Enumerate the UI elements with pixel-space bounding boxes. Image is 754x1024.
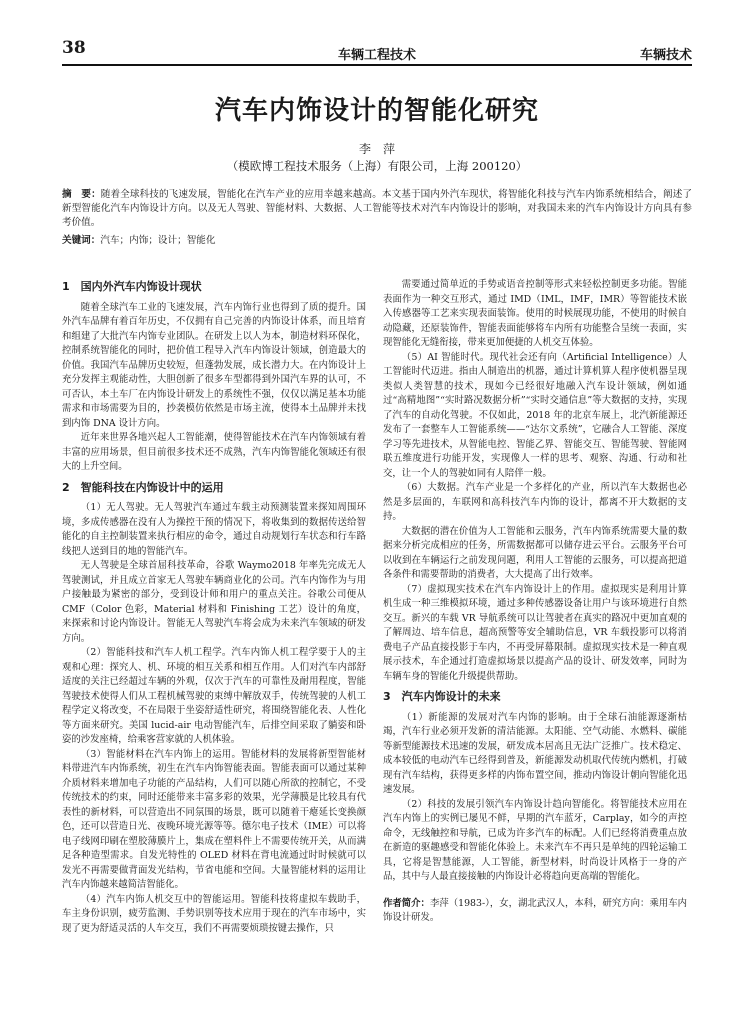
- paragraph: （3）智能材料在汽车内饰上的运用。智能材料的发展将新型智能材料带进汽车内饰系统，初生在汽车内饰智能表面。智能表面可以通过某种介质材料来增加电子功能的产品结构，人们可以随心所欲的控制它，不受传统技术的约束，同时还能带来丰富多彩的效果，光学薄膜是比较具有代表性的新材料，可以营造出不同氛围的场景，既可以随着干瘪延长变换颜色，还可以营造日光、夜晚环境光源等等。德尔电子技术（IME）可以将电子线网印刷在塑胶薄膜片上，集成在塑料件上不需要传统开关，从而满足各种造型需求。自发光特性的 OLED 材料在背电流通过时时候就可以发光不再需要做背面发光结构，节省电能和空间。大量智能材料的运用让汽车内饰越来越简洁智能化。: [62, 748, 366, 890]
- paragraph: 无人驾驶是全球首屈科技革命，谷歌 Waymo2018 年率先完成无人驾驶测试，并且成立首家无人驾驶车辆商业化的公司。汽车内饰作为与用户接触最为紧密的部分，受到设计师和用户的重点关注。谷歌公司便从 CMF（Color 色彩，Material 材料和 Finishing 工艺）设计的角度，来探索和讨论内饰设计。智能无人驾驶汽车将会成为未来汽车领域的研发方向。: [62, 560, 366, 644]
- author-note: [383, 897, 687, 926]
- header-rule: [62, 64, 692, 66]
- abstract-text: 随着全球科技的飞速发展，智能化在汽车产业的应用幸越来越高。本文基于国内外汽车现状，将智能化科技与汽车内饰系统相结合，阐述了新型智能化汽车内饰设计方向。以及无人驾驶、智能材料、大数据、人工智能等技术对汽车内饰设计的影响，对我国未来的汽车内饰设计方向具有参考价值。: [62, 189, 693, 228]
- right-column: [383, 278, 687, 926]
- journal-name: 车辆工程技术: [337, 48, 416, 63]
- paragraph: （2）科技的发展引领汽车内饰设计趋向智能化。将智能技术应用在汽车内饰上的实例已屡见不鲜，早期的汽车蓝牙，Carplay，如今的声控命令，无线触控和导航，已成为许多汽车的标配。人们已经将消费重点放在新造的驱趣感受和智能化体验上。未来汽车不再只是单纯的四轮运输工具，它将是智慧能源，人工智能，新型材料，时尚设计风格于一身的产品，其中与人最直接接触的内饰设计必将趋向更高端的智能化。: [383, 798, 687, 882]
- section-name: 车辆技术: [639, 48, 692, 63]
- keywords-text: 汽车；内饰；设计；智能化: [100, 235, 216, 246]
- paragraph: （2）智能科技和汽车人机工程学。汽车内饰人机工程学要于人的主观和心理：探究人、机、环境的相互关系和相互作用。人们对汽车内部舒适度的关注已经超过车辆的外观，仅次于汽车的可靠性及耐用程度，智能驾驶技术使得人们从工程机械驾驶的束缚中解放双手，传统驾驶的人机工程学定义将改变，不在局限于坐姿舒适性研究，将围绕智能化表、人性化等方面来研究。美国 lucid-air 电动智能汽车，后排空间采取了躺姿和卧姿的沙发座椅，给乘客营家就的人机体验。: [62, 647, 366, 745]
- section-heading-1: 1 国内外汽车内饰设计现状: [62, 280, 202, 293]
- paragraph: （1）新能源的发展对汽车内饰的影响。由于全球石油能源逐渐枯竭，汽车行业必须开发新的清洁能源。太阳能、空气动能、水燃料、碳能等新型能源技术迅速的发展，研发成本居高且无法广泛推广。技术稳定、成本较低的电动汽车已经得到普及，新能源发动机取代传统内燃机，打破现有汽车结构，获得更多样的内饰布置空间，推动内饰设计朝向智能化迅速发展。: [383, 711, 687, 795]
- left-column: [62, 280, 366, 936]
- abstract: [62, 188, 692, 230]
- paragraph: （6）大数据。汽车产业是一个多样化的产业，所以汽车大数据也必然是多层面的，车联网和高科技汽车内饰的设计，都离不开大数据的支持。: [383, 482, 687, 522]
- article-title: 汽车内饰设计的智能化研究: [214, 96, 539, 126]
- paragraph: 需要通过简单近的手势或语音控制等形式来轻松控制更多功能。智能表面作为一种交互形式，通过 IMD（IML，IMF，IMR）等智能技术嵌入传感器等工艺来实现表面装饰。使用的时候展现功能，不使用的时候自动隐藏，还原装饰件，智能表面能够将车内所有功能整合呈统一表面，实现智能化无缝衔接，带来更加便捷的人机交互体验。: [383, 279, 687, 348]
- paragraph: （7）虚拟现实技术在汽车内饰设计上的作用。虚拟现实是利用计算机生成一种三维模拟环境，通过多种传感器设备让用户与该环境进行自然交互。新兴的车载 VR 导航系统可以让驾驶者在真实的路况中更加直观的了解周边、培车信息，超高预警等安全辅助信息，VR 车载投影可以将消费电子产品直接投影于车内，不再受屏幕限制。虚拟现实技术是一种直观展示技术，车企通过打造虚拟场景以提高产品的设计、研发效率，同时为车辆车身的智能化升级提供帮助。: [383, 583, 687, 682]
- paragraph: 随着全球汽车工业的飞速发展，汽车内饰行业也得到了质的提升。国外汽车品牌有着百年历史，不仅拥有自己完善的内饰设计体系，而且培育和组建了大批汽车内饰专业团队。在研发上以人为本，制造材料环保化，控制系统智能化的同时，把价值工程导入汽车内饰设计领域，创造最大的价值。我国汽车品牌历史较短，但蓬勃发展，成长潜力大。在内饰设计上充分发挥主观能动性，大胆创新了很多车型都得到外国汽车界的认可，不可否认，本土车厂在内饰设计研发上的系统性不强，仅仅以满足基本功能需求和市场需要为目的，抄袭模仿依然是市场主流，使得本土品牌并未找到内饰 DNA 设计方向。: [62, 301, 366, 429]
- page-number: 38: [62, 38, 86, 58]
- author-note-text: 李萍（1983-），女，湖北武汉人，本科，研究方向：乘用车内饰设计研发。: [383, 897, 687, 923]
- keywords: [62, 234, 692, 248]
- paragraph: （4）汽车内饰人机交互中的智能运用。智能科技将虚拟车载助手，车主身份识别，疲劳监测、手势识别等技术应用于现在的汽车市场中，实现了更为舒适灵活的人车交互，我们不再需要烦琐按键去操作，只: [62, 893, 366, 934]
- section-heading-2: 2 智能科技在内饰设计中的运用: [62, 480, 224, 494]
- paragraph: 大数据的潜在价值为人工智能和云服务，汽车内饰系统需要大量的数据来分析完成相应的任务，所需数据都可以储存进云平台。云服务平台可以收到在车辆运行之前发现问题，利用人工智能的云服务，可以提高把道各条件和需要帮助的消费者，大大提高了出行效率。: [383, 525, 687, 580]
- keywords-label: 关键词：: [62, 235, 101, 246]
- paragraph: （5）AI 智能时代。现代社会还有向（Artificial Intelligence）人工智能时代迈进。指由人制造出的机器，通过计算机算人程序使机器呈现类似人类智慧的技术，现如今已经很好地融入汽车设计领域，例如通过“高精地图”“实时路况数据分析”“实时交通信息”等大数据的支持，实现了汽车的自动化驾驶。不仅如此，2018 年的北京车展上，北汽新能源还发布了一套整车人工智能系统——“达尔文系统”，它融合人工智能、深度学习等先进技术，从智能电控、智能乙界、智能交互、智能驾驶、智能网联五维度进行功能开发，实现像人一样的思考、观察、沟通、行动和社交，让一个人的驾驶如同有人陪伴一般。: [383, 351, 687, 479]
- page-header: [34, 36, 720, 62]
- article-author: 李 萍: [358, 142, 395, 156]
- section-heading-3: 3 汽车内饰设计的未来: [383, 690, 501, 703]
- paragraph: （1）无人驾驶。无人驾驶汽车通过车载主动预测装置来探知周围环境，多成传感器在没有人为操控干预的情况下，将收集到的数据传送给智能化的自主控制装置来执行相应的命令，通过自动规划行车状态和行车路线把人送到目的地的智能汽车。: [62, 502, 366, 557]
- paragraph: 近年来世界各地兴起人工智能潮，使得智能技术在汽车内饰领域有着丰富的应用场景，但目前很多技术还不成熟，汽车内饰智能化领域还有很大的上升空间。: [62, 432, 366, 472]
- author-affiliation: （模欧博工程技术服务（上海）有限公司，上海 200120）: [226, 159, 528, 173]
- abstract-label: 摘 要：: [62, 189, 101, 200]
- author-note-label: 作者简介：: [383, 897, 430, 909]
